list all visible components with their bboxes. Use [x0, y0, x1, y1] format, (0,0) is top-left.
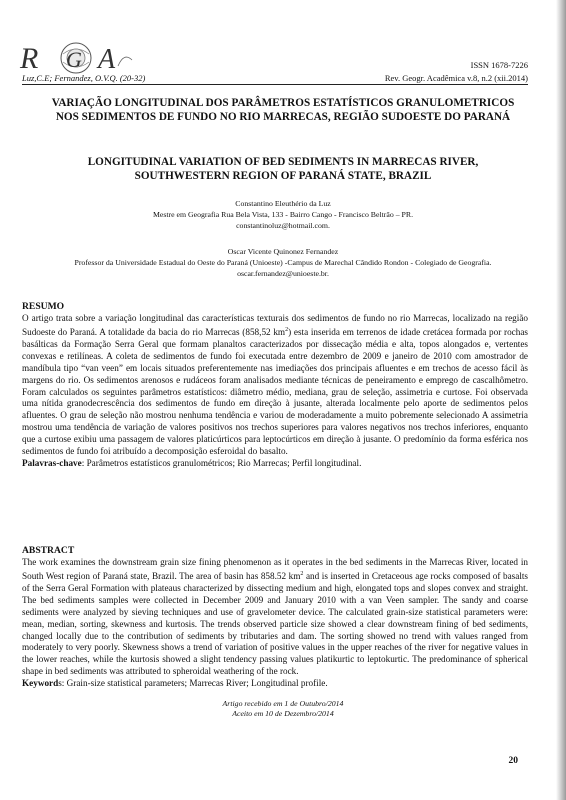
page-number: 20: [508, 756, 518, 766]
abstract-keywords: Keywords: Grain-size statistical parameters; Marrecas River; Longitudinal profile.: [22, 678, 328, 689]
author-block-2: [26, 246, 540, 279]
resumo-body: O artigo trata sobre a variação longitudinal das características texturais dos sedimentos de fundo no rio Marrecas, localizado na região Sudoeste do Paraná. A totalidade da bacia do rio Marrecas (858,52 $km^2$) esta inserida em terrenos de idade cretácea formada por rochas basálticas da Formação Serra Geral que formam planaltos caracterizados por dissecação média e alta, topos alongados e, vertentes convexas e retilíneas. A coleta de sedimentos de fundo foi executada entre dezembro de 2009 e janeiro de 2010 com amostrador de mandíbula tipo “van veen” em locais situados preferentemente nas imediações dos principais afluentes e em trechos de acesso fácil às margens do rio. Os sedimentos arenosos e rudáceos foram analisados mediante técnicas de peneiramento e emprego de cascalhômetro. Foram calculados os seguintes parâmetros estatísticos: diâmetro médio, mediana, grau de seleção, assimetria e curtose. Foi observada uma nítida granodecrescência dos sedimentos de fundo em direção à jusante, alterada localmente pelo aporte de sedimentos pelos afluentes. O grau de seleção não mostrou nenhuma tendência e variou de moderadamente a muito pobremente selecionado A assimetria mostrou uma tendência de variação de valores positivos nos trechos superiores para valores negativos nos trechos inferiores, enquanto que a curtose exibiu uma passagem de valores platicúrticos para leptocúrticos em direção à jusante. O predomínio da forma esférica nos sedimentos de fundo foi atribuído a decomposição esferoidal do basalto.: [22, 313, 528, 457]
issn: ISSN 1678-7226: [470, 60, 528, 70]
running-header-authors: Luz,C.E; Fernandez, O.V.Q. (20-32): [22, 73, 146, 83]
author-block-1: [26, 198, 540, 231]
page-edge-shadow: [556, 0, 566, 800]
journal-logo: [18, 40, 138, 76]
resumo-section: [22, 301, 528, 470]
article-dates: [0, 699, 566, 719]
resumo-keywords: Palavras-chave: Parâmetros estatísticos granulométricos; Rio Marrecas; Perfil longitudinal.: [22, 457, 362, 468]
svg-text:A: A: [98, 44, 116, 75]
abstract-body: The work examines the downstream grain size fining phenomenon as it operates in the bed sediments in the Marrecas River, located in South West region of Paraná state, Brazil. The area of basin has 858.52 $km^2$ and is inserted in Cretaceous age rocks composed of basalts of the Serra Geral Formation with plateaus characterized by dissecting medium and high, elongated tops and slopes convex and straight. The bed sediments samples were collected in December 2009 and January 2010 with a van Veen sampler. The sandy and coarse sediments were analyzed by sieving techniques and use of gravelometer device. The calculated grain-size statistical parameters were: mean, median, sorting, skewness and kurtosis. The trends observed particle size showed a clear downstream fining of bed sediments, changed locally due to the contribution of sediments by tributaries and dam. The sorting showed no trend with values ranged from moderately to very poorly. Skewness shows a trend of variation of positive values in the upper reaches of the river for negative values in the lower reaches, while the kurtosis showed a slight tendency passing values platikurtic to leptokurtic. The predominance of spherical shape in bed sediments was attributed to spheroidal weathering of the rock.: [22, 557, 528, 677]
running-header: [22, 73, 528, 85]
author-email[interactable]: constantinoluz@hotmail.com.: [236, 221, 330, 230]
svg-text:R: R: [20, 42, 39, 75]
author-affiliation: Mestre em Geografia Rua Bela Vista, 133 - Bairro Cango - Francisco Beltrão – PR.: [152, 210, 414, 219]
abstract-heading: ABSTRACT: [22, 545, 75, 556]
running-header-journal: Rev. Geogr. Acadêmica v.8, n.2 (xii.2014): [384, 73, 528, 83]
author-name: Oscar Vicente Quinonez Fernandez: [227, 247, 339, 256]
author-name: Constantino Eleuthério da Luz: [235, 199, 331, 208]
rga-logo-icon: [18, 40, 138, 76]
title-portuguese: VARIAÇÃO LONGITUDINAL DOS PARÂMETROS ESTATÍSTICOS GRANULOMETRICOS NOS SEDIMENTOS DE FUNDO NO RIO MARRECAS, REGIÃO SUDOESTE DO PARANÁ: [51, 97, 515, 123]
author-affiliation: Professor da Universidade Estadual do Oeste do Paraná (Unioeste) -Campus de Marechal Cândido Rondon - Colegiado de Geografia.: [74, 258, 492, 267]
abstract-section: [22, 545, 528, 690]
svg-text:G: G: [66, 47, 82, 72]
resumo-heading: RESUMO: [22, 301, 65, 312]
accepted-date: Aceito em 10 de Dezembro/2014: [232, 709, 334, 718]
author-email[interactable]: oscar.fernandez@unioeste.br.: [237, 269, 329, 278]
title-english: LONGITUDINAL VARIATION OF BED SEDIMENTS IN MARRECAS RIVER, SOUTHWESTERN REGION OF PARANÁ STATE, BRAZIL: [87, 156, 479, 182]
received-date: Artigo recebido em 1 de Outubro/2014: [222, 699, 344, 708]
